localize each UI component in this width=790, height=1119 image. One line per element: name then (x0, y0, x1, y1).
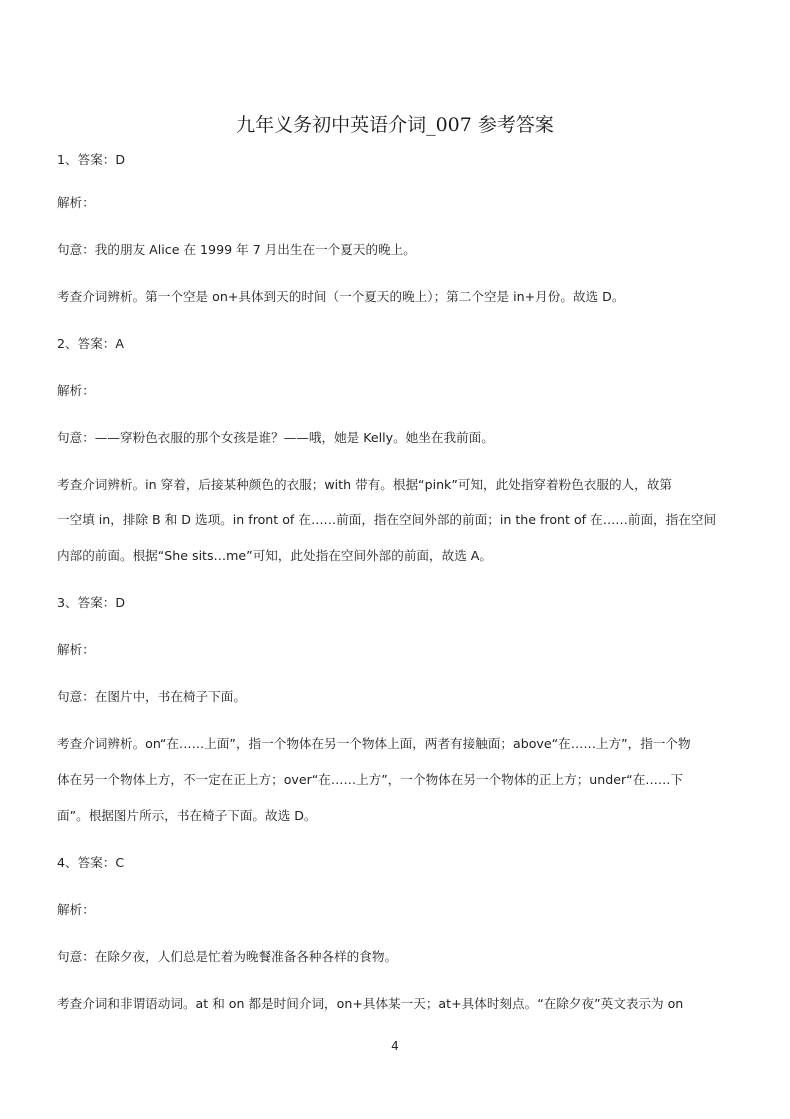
answer-4-meaning: 句意：在除夕夜，人们总是忙着为晚餐准备各种各样的食物。 (57, 949, 398, 964)
answer-2-analysis-label: 解析： (57, 383, 95, 398)
document-title: 九年义务初中英语介词_007 参考答案 (236, 114, 554, 136)
answer-2-heading: 2、答案：A (57, 336, 125, 351)
answer-3-analysis-label: 解析： (57, 642, 95, 657)
answer-4-explanation-line-1: 考查介词和非谓语动词。at 和 on 都是时间介词，on+具体某一天；at+具体时刻点。“在除夕夜”英文表示为 on (57, 996, 684, 1011)
answer-3-explanation-line-3: 面”。根据图片所示，书在椅子下面。故选 D。 (57, 808, 317, 823)
answer-2-meaning: 句意：——穿粉色衣服的那个女孩是谁？——哦，她是 Kelly。她坐在我前面。 (57, 430, 494, 445)
answer-2-explanation-line-3: 内部的前面。根据“She sits…me”可知，此处指在空间外部的前面，故选 A。 (57, 548, 493, 563)
answer-3-meaning: 句意：在图片中，书在椅子下面。 (57, 689, 246, 704)
answer-2-explanation-line-1: 考查介词辨析。in 穿着，后接某种颜色的衣服；with 带有。根据“pink”可知，此处指穿着粉色衣服的人，故第 (57, 477, 672, 492)
answer-1-analysis-label: 解析： (57, 195, 95, 210)
answer-4-analysis-label: 解析： (57, 902, 95, 917)
answer-3-heading: 3、答案：D (57, 595, 126, 610)
answer-3-explanation-line-1: 考查介词辨析。on“在……上面”，指一个物体在另一个物体上面，两者有接触面；above“在……上方”，指一个物 (57, 736, 691, 751)
answer-2-explanation-line-2: 一空填 in，排除 B 和 D 选项。in front of 在……前面，指在空间外部的前面；in the front of 在……前面，指在空间 (57, 512, 717, 527)
answer-1-meaning: 句意：我的朋友 Alice 在 1999 年 7 月出生在一个夏天的晚上。 (57, 242, 416, 257)
page-number: 4 (391, 1039, 399, 1053)
answer-3-explanation-line-2: 体在另一个物体上方，不一定在正上方；over“在……上方”，一个物体在另一个物体的正上方；under“在……下 (57, 772, 684, 787)
answer-1-explanation: 考查介词辨析。第一个空是 on+具体到天的时间（一个夏天的晚上）；第二个空是 in+月份。故选 D。 (57, 289, 625, 304)
answer-4-heading: 4、答案：C (57, 855, 125, 870)
answer-1-heading: 1、答案：D (57, 152, 126, 167)
